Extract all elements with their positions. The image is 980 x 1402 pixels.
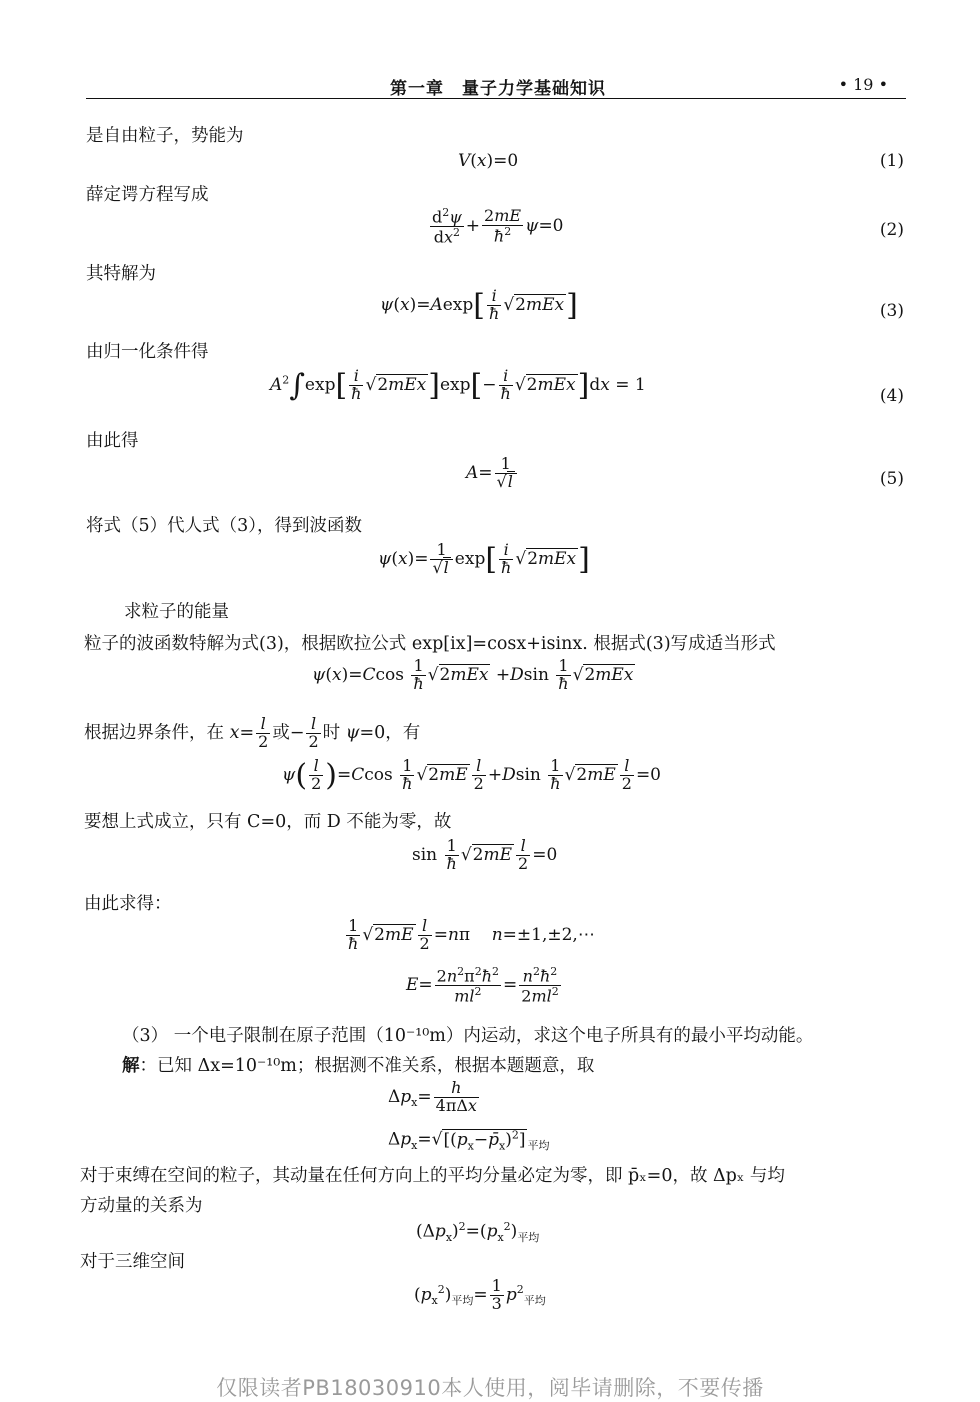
equation-number: (1) — [879, 151, 904, 171]
text-line: 粒子的波函数特解为式(3)，根据欧拉公式 exp[ix]=cosx+isinx. 根据式(3)写成适当形式 — [84, 634, 776, 654]
equation-general-solution: ψ(x)=Ccos $\frac{1}{ħ}$ √2mEx +Dsin $\frac{1}{ħ}$ √2mEx — [312, 656, 634, 693]
text-line: 对于三维空间 — [80, 1252, 185, 1272]
equation-sin: sin $\frac{1}{ħ}$ √2mE $\frac{l}{2}$ =0 — [412, 836, 558, 873]
equation-wavefunction: ψ(x)= $\frac{1}{√l}$ exp[ $\frac{i}{ħ}$ √2mEx] — [378, 540, 590, 577]
text-line: 薛定谔方程写成 — [86, 185, 209, 205]
equation-number: (4) — [879, 386, 904, 406]
text-line: 由此得 — [86, 431, 139, 451]
equation-quantization: $\frac{1}{ħ}$ √2mE $\frac{l}{2}$ =nπ n=±1,±2,⋯ — [348, 916, 595, 953]
equation-5: A= $\frac{1}{√l}$ — [466, 456, 519, 491]
text-line: 求粒子的能量 — [124, 602, 229, 622]
equation-number: (5) — [879, 469, 904, 489]
page-header — [86, 70, 906, 99]
text-line: 对于束缚在空间的粒子，其动量在任何方向上的平均分量必定为零，即 p̄ₓ=0，故 Δpₓ 与均 — [80, 1166, 785, 1186]
equation-1: V(x)=0 — [458, 151, 519, 171]
equation-uncertainty: $\Delta p_x=$ $\frac{h}{\text{4πΔx}}$ — [388, 1078, 477, 1115]
text-line: 是自由粒子，势能为 — [86, 126, 244, 146]
text-line: 其特解为 — [86, 264, 156, 284]
equation-boundary: ψ( $\frac{l}{2}$ )=Ccos $\frac{1}{ħ}$ √2mE $\frac{l}{2}$ +Dsin $\frac{1}{ħ}$ √2mE $\frac{l}{2}$ =0 — [282, 756, 661, 793]
page-number: • 19 • — [838, 75, 888, 94]
equation-number: (3) — [879, 301, 904, 321]
equation-momentum-spread: $\Delta p_x=√[(p_x-p̄_x)^2]$ $_{平均}$ — [388, 1128, 550, 1153]
watermark: 仅限读者PB18030910本人使用，阅毕请删除，不要传播 — [216, 1376, 764, 1400]
text-line: 方动量的关系为 — [80, 1196, 203, 1216]
text-line: （3） 一个电子限制在原子范围（10⁻¹⁰m）内运动，求这个电子所具有的最小平均动能。 — [122, 1026, 814, 1046]
equation-energy: E= $\frac{2n^2\pi^2ħ^2}{ml^2}$ = $\frac{n^2ħ^2}{2ml^2}$ — [406, 965, 559, 1006]
equation-4: $A^2\int\exp$[ $\frac{i}{ħ}$ √2mEx]exp[− $\frac{i}{ħ}$ √2mEx]dx = 1 — [270, 366, 646, 403]
text-line: 将式（5）代人式（3），得到波函数 — [86, 516, 363, 536]
text-line: 要想上式成立，只有 C=0，而 D 不能为零，故 — [84, 812, 452, 832]
equation-2: $\frac{d^2\psi}{dx^2}$ + $\frac{2mE}{ħ^2}$ ψ=0 — [432, 206, 564, 247]
equation-mean-square: $(\Delta p_x)^2=(p_x^2)_{平均}$ — [416, 1220, 540, 1245]
chapter-title: 第一章 量子力学基础知识 — [390, 79, 606, 99]
text-line: 根据边界条件，在 x= $\frac{l}{2}$ 或− $\frac{l}{2}$ 时 ψ=0，有 — [84, 714, 421, 751]
text-line: 解：已知 Δx=10⁻¹⁰m；根据测不准关系，根据本题题意，取 — [122, 1056, 595, 1076]
equation-number: (2) — [879, 220, 904, 240]
text-line: 由此求得： — [84, 894, 172, 914]
text-line: 由归一化条件得 — [86, 342, 209, 362]
equation-3d: $(p_x^2)_{平均}=$ $\frac{1}{3}$ $p^2_{平均}$ — [414, 1276, 546, 1313]
equation-3: ψ(x)=Aexp[ $\frac{i}{ħ}$ √2mEx] — [380, 286, 578, 323]
